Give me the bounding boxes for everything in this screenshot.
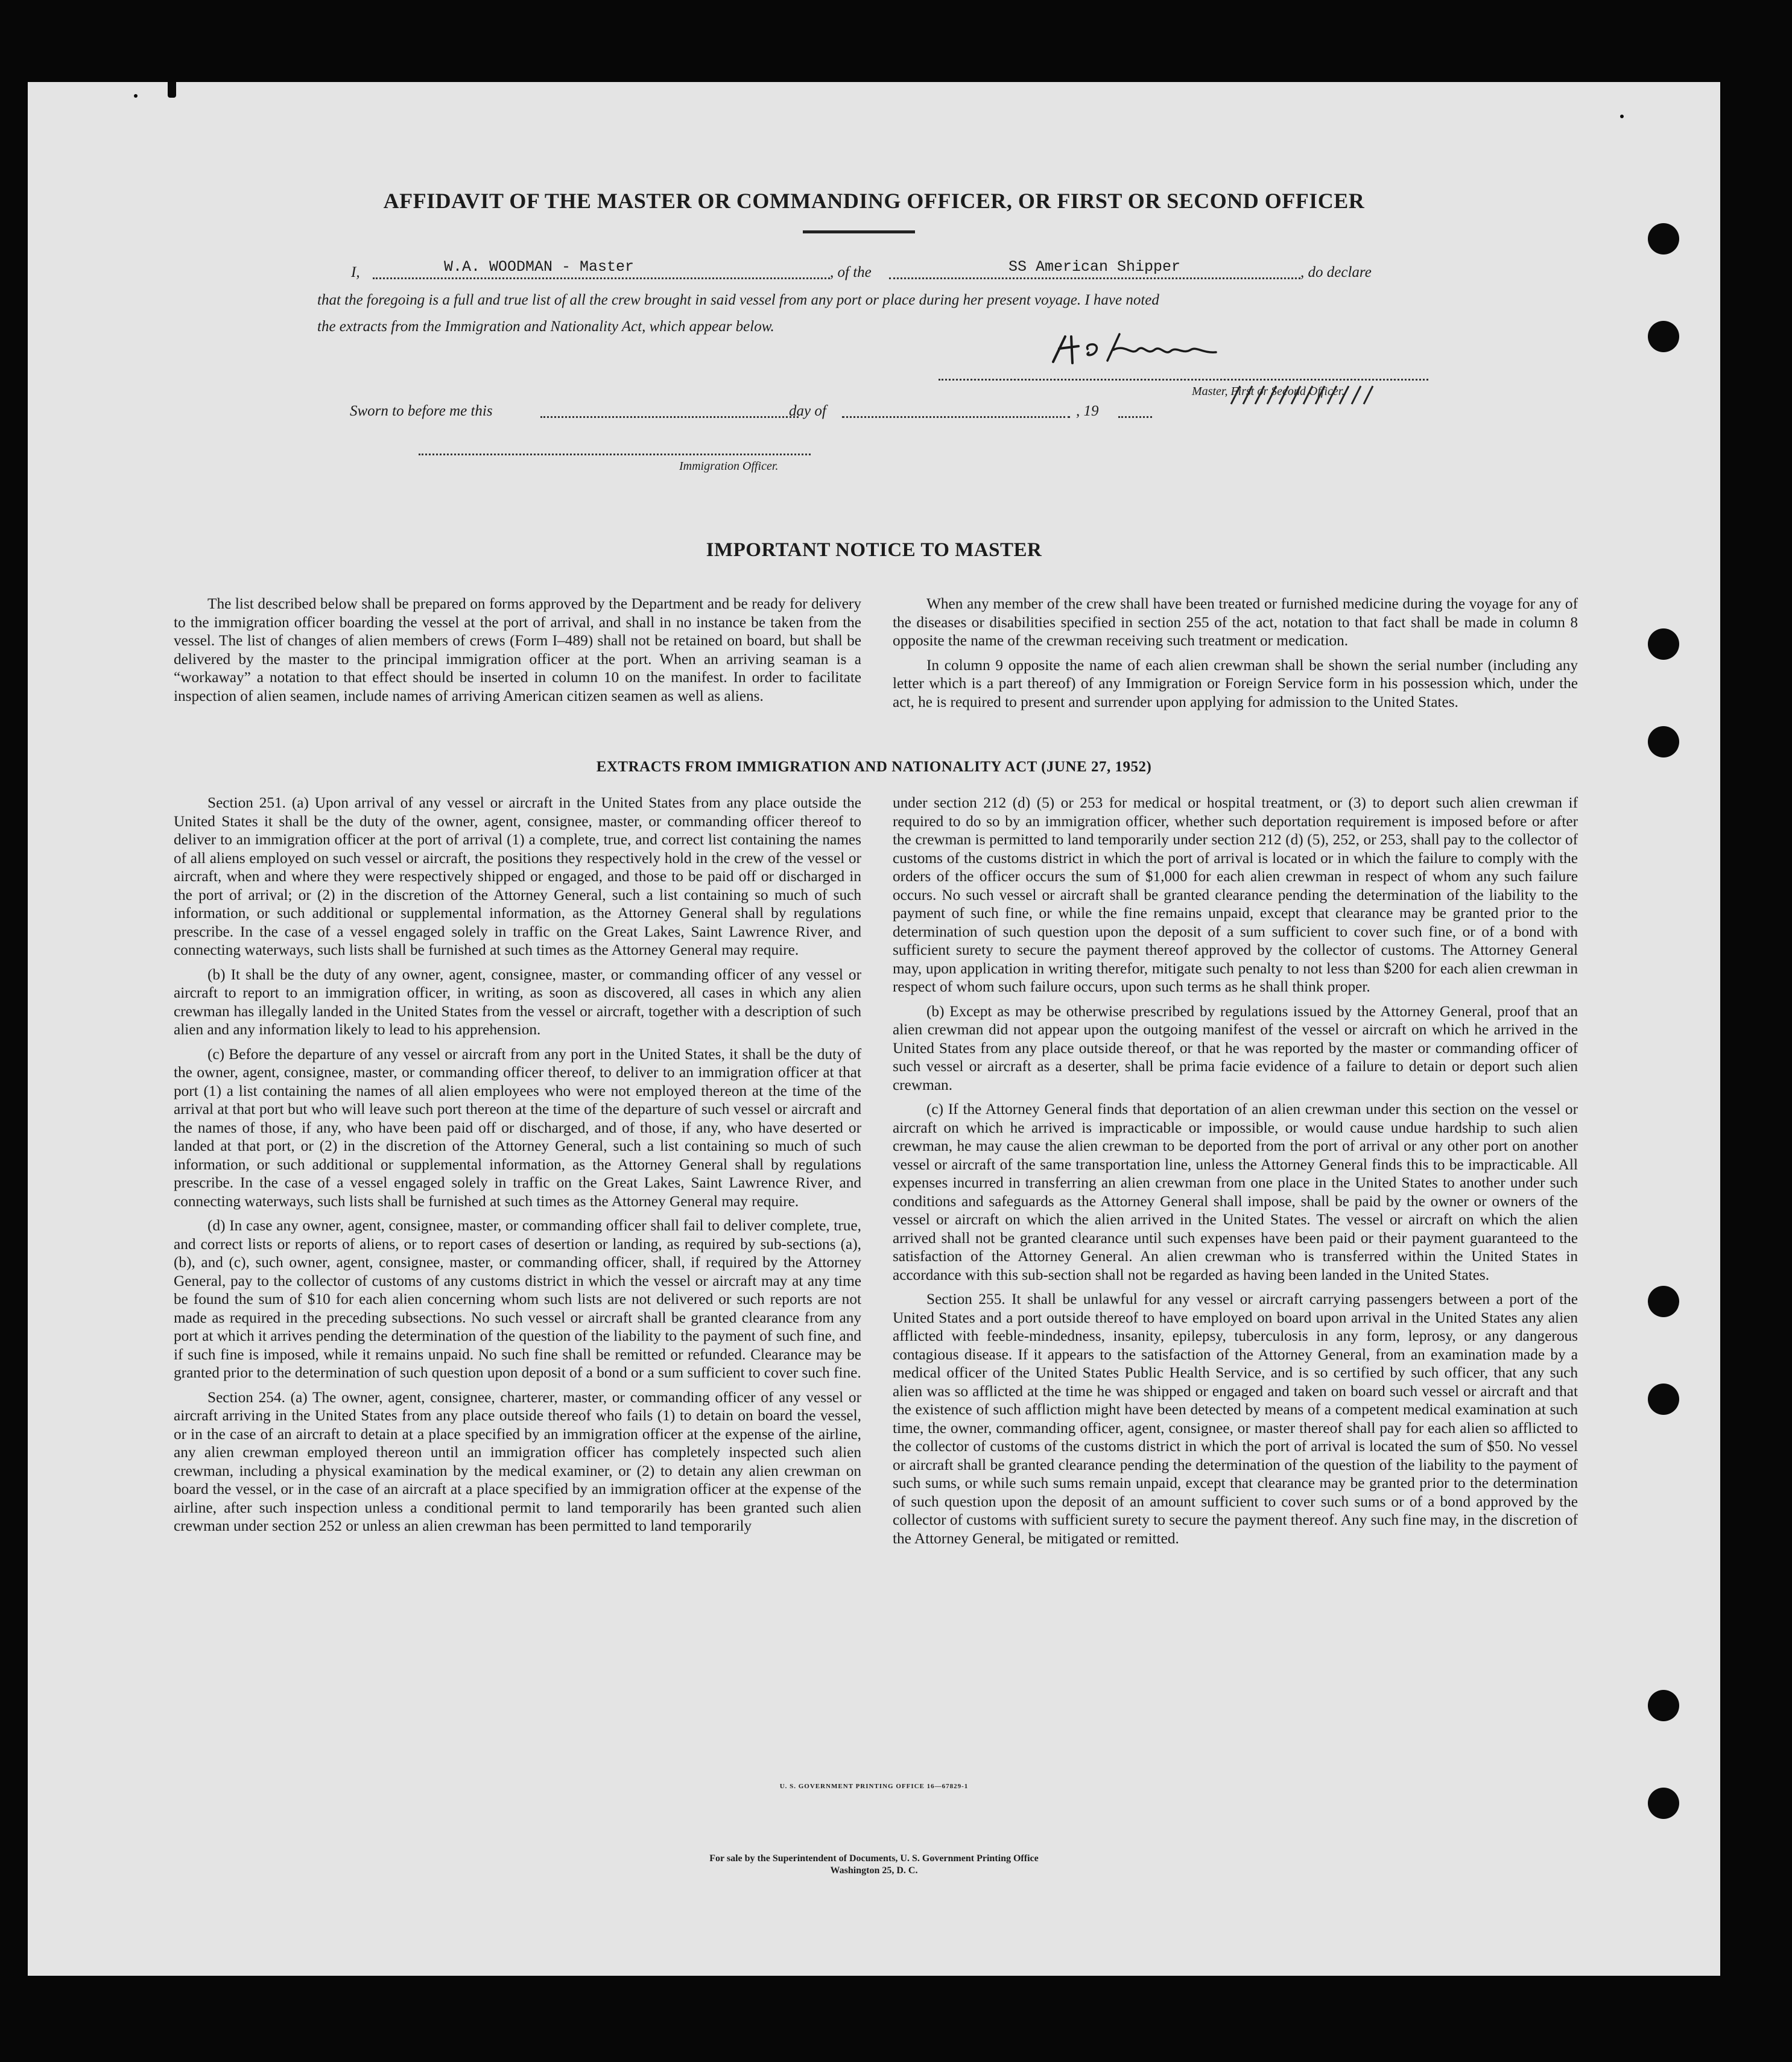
section-254-a-continued: under section 212 (d) (5) or 253 for medical or hospital treatment, or (3) to deport such alien crewman if required to do so by an immigration officer, whether such deportation requirement is imposed before or after the crewman is permitted to land temporarily under section 212 (d) (5), 252, or 253, shall pay to the collector of customs of the customs district in which the port of arrival is located or in which the failure to comply with the orders of the officer occurs the sum of $1,000 for each alien crewman in respect of whom any such failure occurs. No such vessel or aircraft shall be granted clearance pending the determination of the liability to the payment of such fine, or while the fine remains unpaid, except that clearance may be granted prior to the determination of such question upon the deposit of a sum sufficient to cover such fine, or of a bond with sufficient surety to secure the payment thereof approved by the collector of customs. The Attorney General may, upon application in writing therefor, mitigate such penalty to not less than $200 for each alien crewman in respect of whom such failure occurs, upon such terms as he shall think proper. bbox=[893, 794, 1578, 995]
affidavit-statement-line-2: the extracts from the Immigration and Nationality Act, which appear below. bbox=[317, 318, 774, 335]
struck-out-marks bbox=[1228, 382, 1385, 406]
footer-line-2: Washington 25, D. C. bbox=[830, 1865, 918, 1876]
vessel-line bbox=[889, 277, 1300, 279]
notice-right-paragraph-2: In column 9 opposite the name of each alien crewman shall be shown the serial number (including any letter which is a part thereof) of any Immigration or Foreign Service form in his possession which, under the act, he is required to present and surrender upon applying for admission to the United States. bbox=[893, 656, 1578, 710]
punch-hole bbox=[1648, 1788, 1679, 1819]
section-255: Section 255. It shall be unlawful for any vessel or aircraft carrying passengers between a port of the United States and a port outside thereof to have employed on board upon arrival in the United States any alien afflicted with feeble-mindedness, insanity, epilepsy, tuberculosis in any form, leprosy, or any dangerous contagious disease. If it appears to the satisfaction of the Attorney General, from an examination made by a medical officer of the United States Public Health Service, and is so certified by such officer, that any such alien was so afflicted at the time he was shipped or engaged and taken on board such vessel or aircraft and that the existence of such affliction might have been detected by means of a competent medical examination at such time, the owner, commanding officer, agent, consignee, or master thereof shall pay for each alien so afflicted to the collector of customs of the customs district in which the port of arrival is located the sum of $50. No vessel or aircraft shall be granted clearance pending the determination of the question of the liability to the payment of such sums, or while such sums remain unpaid, except that clearance may be granted prior to the determination of such question upon the deposit of an amount sufficient to cover such sums or of a bond approved by the collector of customs with sufficient surety to secure the payment thereof. Any such fine may, in the discretion of the Attorney General, be mitigated or remitted. bbox=[893, 1291, 1578, 1547]
month-line bbox=[842, 416, 1070, 418]
signature-caption: Master, First or Second Officer. bbox=[1192, 385, 1345, 398]
sworn-date-line bbox=[540, 416, 799, 418]
punch-hole bbox=[1648, 1286, 1679, 1317]
punch-hole bbox=[1648, 1384, 1679, 1415]
section-254-b: (b) Except as may be otherwise prescribed by regulations issued by the Attorney General, proof that an alien crewman did not appear upon the outgoing manifest of the vessel or aircraft on which he arrived in the United States from any place outside thereof, or that he was reported by the master or commanding officer of such vessel or aircraft as a deserter, shall be prima facie evidence of a failure to detain or deport such alien crewman. bbox=[893, 1002, 1578, 1093]
affidavit-of-the-label: , of the bbox=[830, 264, 872, 280]
notice-right-paragraph-1: When any member of the crew shall have been treated or furnished medicine during the voyage for any of the diseases or disabilities specified in section 255 of the act, notation to that fact shall be made in column 8 opposite the name of the crewman receiving such treatment or medication. bbox=[893, 595, 1578, 649]
section-254-c: (c) If the Attorney General finds that deportation of an alien crewman under this section on the vessel or aircraft on which he arrived is impracticable or impossible, or would cause undue hardship to such alien crewman, he may cause the alien crewman to be deported from the port of arrival or any other port on another vessel or aircraft of the same transportation line, unless the Attorney General finds this to be impracticable. All expenses incurred in transferring an alien crewman from one place in the United States to another under such conditions and safeguards as the Attorney General shall impose, shall be paid by the owner or owners of the vessel or aircraft on which the alien arrived in the United States. The vessel or aircraft on which the alien arrived shall not be granted clearance until such expenses have been paid or their payment guaranteed to the satisfaction of the Attorney General. An alien crewman who is transferred within the United States in accordance with this sub-section shall not be regarded as having been landed in the United States. bbox=[893, 1101, 1578, 1283]
affidavit-i-label: I, bbox=[351, 264, 360, 280]
extracts-right-column bbox=[893, 794, 1578, 1548]
punch-hole bbox=[1648, 321, 1679, 352]
notice-left-column bbox=[174, 595, 861, 705]
printing-office-mark: U. S. GOVERNMENT PRINTING OFFICE 16—67829-1 bbox=[779, 1783, 969, 1790]
scan-speck bbox=[1620, 115, 1624, 118]
document-page bbox=[28, 82, 1720, 1976]
sworn-label: Sworn to before me this bbox=[350, 403, 493, 419]
punch-hole bbox=[1648, 628, 1679, 660]
name-line bbox=[373, 277, 830, 279]
section-251-c: (c) Before the departure of any vessel or aircraft from any port in the United States, it shall be the duty of the owner, agent, consignee, master, or commanding officer thereof, to deliver to an immigration officer at that port (1) a list containing the names of all alien employees who were not employed thereon at the time of the arrival at that port but who will leave such port thereon at the time of the departure of such vessel or aircraft and the names of those, if any, who have been paid off or discharged, and of those, if any, who have deserted or landed at that port, or (2) in the discretion of the Attorney General, such a list containing so much of such information, or such additional or supplemental information, as the Attorney General shall by regulations prescribe. In the case of a vessel engaged solely in traffic on the Great Lakes, Saint Lawrence River, and connecting waterways, such lists shall be furnished at such times as the Attorney General may require. bbox=[174, 1045, 861, 1210]
immigration-officer-label: Immigration Officer. bbox=[679, 460, 779, 473]
section-251-a: Section 251. (a) Upon arrival of any vessel or aircraft in the United States from any place outside the United States it shall be the duty of the owner, agent, consignee, master, or commanding officer thereof to deliver to an immigration officer at the port of arrival (1) a complete, true, and correct list containing the names of all aliens employed on such vessel or aircraft, the positions they respectively hold in the crew of the vessel or aircraft, when and where they were respectively shipped or engaged, and those to be paid off or discharged in the port of arrival; or (2) in the discretion of the Attorney General, such a list containing so much of such information, or such additional or supplemental information, as the Attorney General shall by regulations prescribe. In the case of a vessel engaged solely in traffic on the Great Lakes, Saint Lawrence River, and connecting waterways, such lists shall be furnished at such times as the Attorney General may require. bbox=[174, 794, 861, 958]
scan-speck bbox=[134, 94, 138, 98]
affidavit-declare-label: , do declare bbox=[1300, 264, 1372, 280]
footer bbox=[28, 1853, 1720, 1877]
year-line bbox=[1118, 416, 1152, 418]
notice-left-paragraph: The list described below shall be prepared on forms approved by the Department and be ready for delivery to the immigration officer boarding the vessel at the port of arrival, and shall in no instance be taken from the vessel. The list of changes of alien members of crews (Form I–489) shall not be retained on board, but shall be delivered by the master to the principal immigration officer at the port. When an arriving seaman is a “workaway” a notation to that effect should be inserted in column 10 on the manifest. In order to facilitate inspection of alien seamen, include names of arriving American citizen seamen as well as aliens. bbox=[174, 595, 861, 704]
scan-speck bbox=[168, 82, 176, 98]
title-rule bbox=[803, 230, 915, 233]
notice-right-column bbox=[893, 595, 1578, 711]
year-label: , 19 bbox=[1076, 403, 1099, 419]
punch-hole bbox=[1648, 726, 1679, 757]
affidavit-statement-line-1: that the foregoing is a full and true list of all the crew brought in said vessel from any port or place during her present voyage. I have noted bbox=[317, 292, 1159, 308]
section-254-a: Section 254. (a) The owner, agent, consignee, charterer, master, or commanding officer of any vessel or aircraft arriving in the United States from any place outside thereof who fails (1) to detain on board the vessel, or in the case of an aircraft to detain at a place specified by an immigration officer at the expense of the airline, any alien crewman employed thereon until an immigration officer has completely inspected such alien crewman, including a physical examination by the medical examiner, or (2) to detain any alien crewman on board the vessel, or in the case of an aircraft at a place specified by an immigration officer at the expense of the airline, after such inspection unless a conditional permit to land temporarily has been granted such alien crewman under section 252 or unless an alien crewman has been permitted to land temporarily bbox=[174, 1388, 861, 1534]
punch-hole bbox=[1648, 223, 1679, 255]
vessel-name-value: SS American Shipper bbox=[1008, 258, 1181, 276]
signature-line bbox=[939, 379, 1428, 381]
section-251-b: (b) It shall be the duty of any owner, agent, consignee, master, or commanding officer of any vessel or aircraft to report to an immigration officer, in writing, as soon as discovered, all cases in which any alien crewman has illegally landed in the United States from the vessel or aircraft, together with a description of such alien and any information likely to lead to his apprehension. bbox=[174, 966, 861, 1038]
immigration-officer-line bbox=[419, 454, 811, 455]
punch-hole bbox=[1648, 1690, 1679, 1721]
extracts-left-column bbox=[174, 794, 861, 1535]
notice-title: IMPORTANT NOTICE TO MASTER bbox=[706, 539, 1042, 561]
day-of-label: day of bbox=[789, 403, 826, 419]
master-signature bbox=[1041, 326, 1246, 374]
master-name-value: W.A. WOODMAN - Master bbox=[444, 258, 635, 276]
section-251-d: (d) In case any owner, agent, consignee, master, or commanding officer shall fail to deliver complete, true, and correct lists or reports of aliens, or to report cases of desertion or landing, as required by sub-sections (a), (b), and (c), such owner, agent, consignee, master, or commanding officer, shall, if required by the Attorney General, pay to the collector of customs of any customs district in which the vessel or aircraft may at any time be found the sum of $10 for each alien concerning whom such lists are not delivered or such reports are not made as required in the preceding subsections. No such vessel or aircraft shall be granted clearance from any port at which it arrives pending the determination of the question of the liability to the payment of such fine, and if such fine is imposed, while it remains unpaid. No such fine shall be remitted or refunded. Clearance may be granted prior to the determination of such question upon deposit of a bond or a sum sufficient to cover such fine. bbox=[174, 1217, 861, 1381]
footer-line-1: For sale by the Superintendent of Documents, U. S. Government Printing Office bbox=[709, 1853, 1039, 1864]
extracts-title: EXTRACTS FROM IMMIGRATION AND NATIONALITY ACT (JUNE 27, 1952) bbox=[596, 759, 1152, 775]
affidavit-title: AFFIDAVIT OF THE MASTER OR COMMANDING OFFICER, OR FIRST OR SECOND OFFICER bbox=[383, 189, 1365, 213]
